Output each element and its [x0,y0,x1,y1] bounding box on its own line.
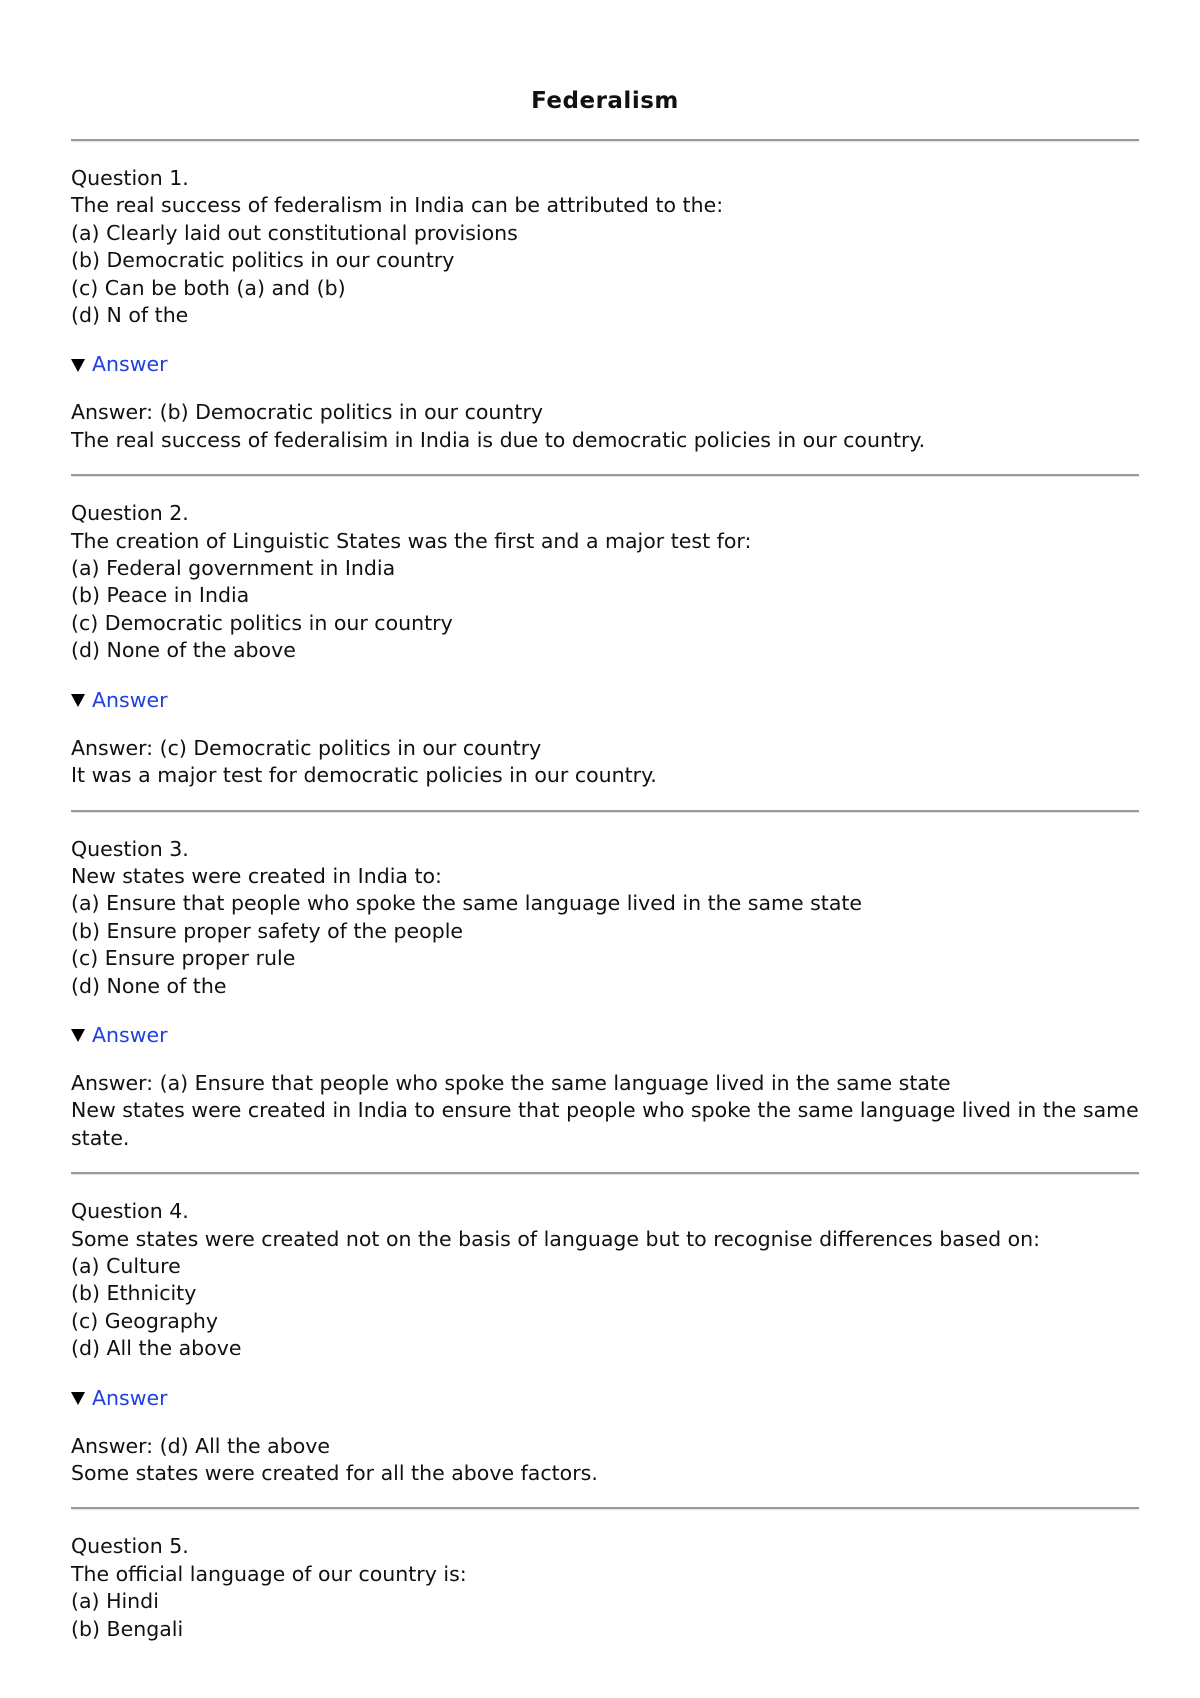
question-number: Question 2. [71,501,189,526]
answer-toggle[interactable] [71,351,1139,378]
option-a: (a) Culture [71,1253,181,1278]
answer-explanation: Some states were created for all the above factors. [71,1461,598,1485]
answer-toggle-label[interactable]: Answer [92,352,168,377]
option-b: (b) Ethnicity [71,1281,197,1306]
option-a: (a) Federal government in India [71,556,396,581]
answer-toggle-label[interactable]: Answer [92,687,168,712]
triangle-down-icon [71,359,85,372]
answer-explanation: New states were created in India to ensure that people who spoke the same language lived in the same state. [71,1098,1139,1150]
answer-text: Answer: (d) All the above [71,1433,331,1458]
option-c: (c) Can be both (a) and (b) [71,275,346,300]
question-number: Question 1. [71,166,189,190]
answer-body [71,1433,1139,1508]
option-b: (b) Peace in India [71,583,250,608]
question-prompt: The creation of Linguistic States was the first and a major test for: [71,528,752,553]
answer-text: Answer: (c) Democratic politics in our country [71,735,542,760]
option-d: (d) None of the above [71,638,296,663]
question-block-1 [71,142,1139,474]
option-a: (a) Clearly laid out constitutional provisions [71,220,518,245]
answer-toggle[interactable] [71,1385,1139,1412]
answer-body [71,399,1139,474]
document-page [71,0,1139,1643]
answer-toggle-label[interactable]: Answer [92,1385,168,1410]
question-number: Question 5. [71,1534,189,1559]
answer-toggle[interactable] [71,1022,1139,1049]
answer-explanation: It was a major test for democratic policies in our country. [71,763,657,788]
option-b: (b) Ensure proper safety of the people [71,918,464,943]
question-prompt: The real success of federalism in India can be attributed to the: [71,193,724,218]
question-block-3 [71,813,1139,1173]
answer-text: Answer: (b) Democratic politics in our country [71,400,544,425]
page-title: Federalism [531,88,679,114]
answer-toggle-label[interactable]: Answer [92,1022,168,1047]
triangle-down-icon [71,694,85,707]
option-a: (a) Hindi [71,1589,159,1614]
answer-text: Answer: (a) Ensure that people who spoke the same language lived in the same state [71,1070,951,1095]
answer-toggle[interactable] [71,687,1139,714]
question-block-5 [71,1510,1139,1643]
option-b: (b) Democratic politics in our country [71,248,455,273]
question-number: Question 4. [71,1199,189,1224]
option-c: (c) Democratic politics in our country [71,610,453,635]
question-prompt: The official language of our country is: [71,1561,467,1586]
option-c: (c) Ensure proper rule [71,946,296,971]
triangle-down-icon [71,1029,85,1042]
option-a: (a) Ensure that people who spoke the same language lived in the same state [71,891,863,916]
answer-explanation: The real success of federalisim in India is due to democratic policies in our country. [71,427,926,452]
option-d: (d) N of the [71,303,189,328]
question-block-4 [71,1175,1139,1507]
triangle-down-icon [71,1392,85,1405]
option-d: (d) All the above [71,1336,242,1361]
option-b: (b) Bengali [71,1616,184,1641]
question-block-2 [71,477,1139,809]
answer-body [71,1070,1139,1172]
question-number: Question 3. [71,836,189,861]
answer-body [71,735,1139,810]
question-prompt: Some states were created not on the basis of language but to recognise differences based on: [71,1226,1041,1251]
question-prompt: New states were created in India to: [71,863,442,888]
option-c: (c) Geography [71,1308,218,1333]
option-d: (d) None of the [71,973,227,998]
